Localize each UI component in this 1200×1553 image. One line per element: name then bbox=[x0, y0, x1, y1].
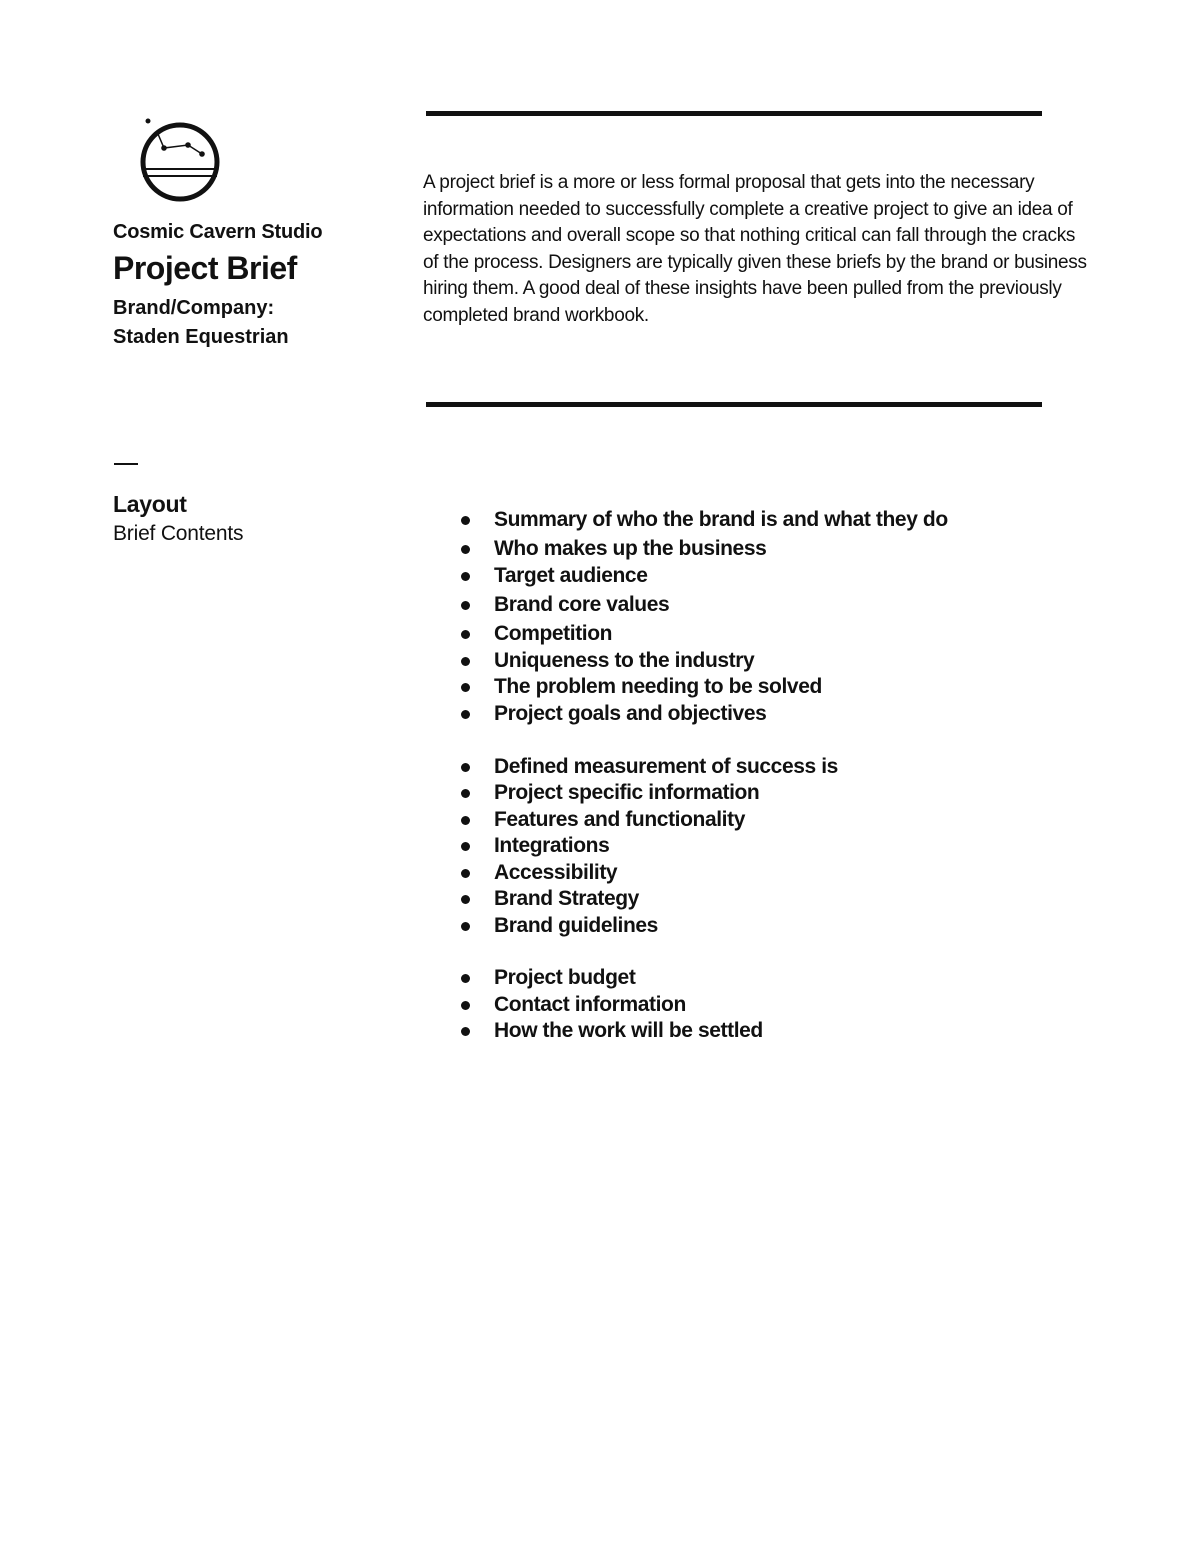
bullet-icon bbox=[461, 816, 470, 825]
section-heading: Layout bbox=[113, 491, 187, 517]
bullet-icon bbox=[461, 789, 470, 798]
intro-paragraph: A project brief is a more or less formal proposal that gets into the necessary information needed to successfully complete a creative project to give an idea of expectations and overall scope so that nothing critical can fall through the cracks of the process. Designers are typically given these briefs by the brand or business hiring them. A good deal of these insights have been pulled from the previously completed brand workbook. bbox=[423, 172, 1087, 326]
bullet-icon bbox=[461, 895, 470, 904]
brand-name: Staden Equestrian bbox=[113, 326, 289, 348]
bullet-icon bbox=[461, 545, 470, 554]
bullet-icon bbox=[461, 1027, 470, 1036]
page-title: Project Brief bbox=[113, 250, 297, 286]
bullet-icon bbox=[461, 710, 470, 719]
bullet-icon bbox=[461, 683, 470, 692]
section-dash bbox=[114, 463, 138, 465]
bullet-icon bbox=[461, 842, 470, 851]
bullet-icon bbox=[461, 657, 470, 666]
bottom-divider bbox=[426, 402, 1042, 407]
bullet-icon bbox=[461, 974, 470, 983]
studio-name: Cosmic Cavern Studio bbox=[113, 221, 323, 243]
bullet-icon bbox=[461, 601, 470, 610]
bullet-icon bbox=[461, 922, 470, 931]
constellation-circle-logo-icon bbox=[136, 114, 226, 206]
brand-block bbox=[113, 294, 289, 352]
section-subheading: Brief Contents bbox=[113, 522, 244, 545]
bullet-icon bbox=[461, 763, 470, 772]
bullet-icon bbox=[461, 630, 470, 639]
top-divider bbox=[426, 111, 1042, 116]
bullet-icon bbox=[461, 869, 470, 878]
bullet-icon bbox=[461, 1001, 470, 1010]
bullet-icon bbox=[461, 572, 470, 581]
bullet-icon bbox=[461, 516, 470, 525]
brand-label: Brand/Company: bbox=[113, 297, 275, 319]
